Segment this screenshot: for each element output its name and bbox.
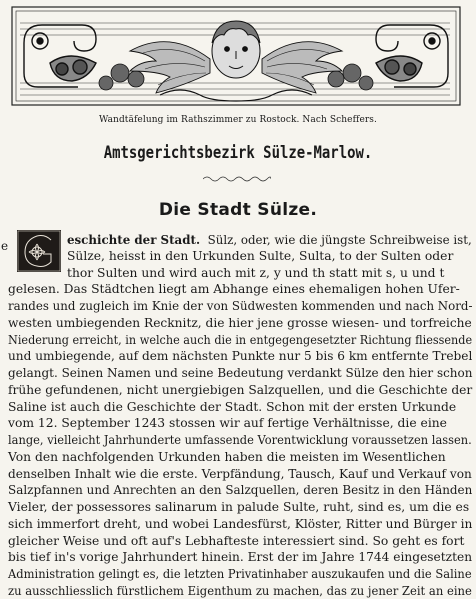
- body-line-13: lange, vielleicht Jahrhunderte umfassende Vorentwicklung voraussetzen lassen.: [8, 433, 472, 448]
- body-line-17: Vieler, der possessores salinarum in palude Sulte, ruht, sind es, um die es: [8, 500, 470, 515]
- body-line-22: zu ausschliesslich fürstlichem Eigenthum zu machen, das zu jener Zeit an eine: [8, 584, 472, 598]
- body-line-20: bis tief in's vorige Jahrhundert hinein. Erst der im Jahre 1744 eingesetzten: [8, 550, 473, 565]
- body-line-1: [67, 232, 472, 248]
- ornament-flower-icon: [17, 230, 61, 272]
- body-line-15: denselben Inhalt wie die erste. Verpfändung, Tausch, Kauf und Verkauf von: [8, 466, 472, 481]
- wavy-divider: [203, 175, 271, 183]
- illustration-caption: Wandtäfelung im Rathszimmer zu Rostock. Nach Scheffers.: [99, 115, 377, 125]
- body-line-2: Sülze, heisst in den Urkunden Sulte, Sulta, to der Sulten oder: [67, 248, 454, 263]
- body-line-12: vom 12. September 1243 stossen wir auf fertige Verhältnisse, die eine: [8, 416, 447, 431]
- body-line-5: randes und zugleich im Knie der von Südwesten kommenden und nach Nord-: [8, 299, 473, 314]
- body-line-9: gelangt. Seinen Namen und seine Bedeutung verdankt Sülze den hier schon: [8, 366, 473, 381]
- district-title: Amtsgerichtsbezirk Sülze-Marlow.: [103, 143, 373, 163]
- body-line-3: thor Sulten und wird auch mit z, y und th statt mit s, u und t: [67, 265, 445, 280]
- section-heading: eschichte der Stadt.: [67, 232, 201, 247]
- body-line-19: gleicher Weise und oft auf's Lebhafteste interessiert sind. So geht es fort: [8, 533, 465, 548]
- body-line-6: westen umbiegenden Recknitz, die hier jene grosse wiesen- und torfreiche: [8, 315, 472, 330]
- city-title: Die Stadt Sülze.: [158, 200, 318, 220]
- body-line-1-text: Sülz, oder, wie die jüngste Schreibweise ist,: [207, 233, 472, 247]
- left-scroll-icon: [24, 25, 96, 87]
- body-line-4: gelesen. Das Städtchen liegt am Abhange eines ehemaligen hohen Ufer-: [8, 282, 460, 297]
- body-line-10: frühe gefundenen, nicht unergiebigen Salzquellen, und die Geschichte der: [8, 382, 473, 397]
- body-line-16: Salzpfannen und Anrechten an den Salzquellen, deren Besitz in den Händen: [8, 483, 473, 498]
- body-line-8: und umbiegende, auf dem nächsten Punkte nur 5 bis 6 km entfernte Trebel: [8, 349, 473, 364]
- cherub-head-icon: [212, 21, 260, 78]
- ornamental-dropcap: [17, 230, 61, 272]
- body-line-21: Administration gelingt es, die letzten Privatinhaber auszukaufen und die Saline: [8, 567, 472, 582]
- body-line-7: Niederung erreicht, in welche auch die in entgegengesetzter Richtung fliessende: [8, 332, 473, 347]
- engraving-illustration: [10, 3, 462, 111]
- right-scroll-icon: [376, 25, 448, 87]
- body-line-11: Saline ist auch die Geschichte der Stadt. Schon mit der ersten Urkunde: [8, 399, 457, 414]
- body-line-14: Von den nachfolgenden Urkunden haben die meisten im Wesentlichen: [8, 449, 446, 464]
- margin-mark: e: [1, 239, 9, 253]
- body-line-18: sich immerfort dreht, und wobei Landesfürst, Klöster, Ritter und Bürger in: [8, 516, 473, 531]
